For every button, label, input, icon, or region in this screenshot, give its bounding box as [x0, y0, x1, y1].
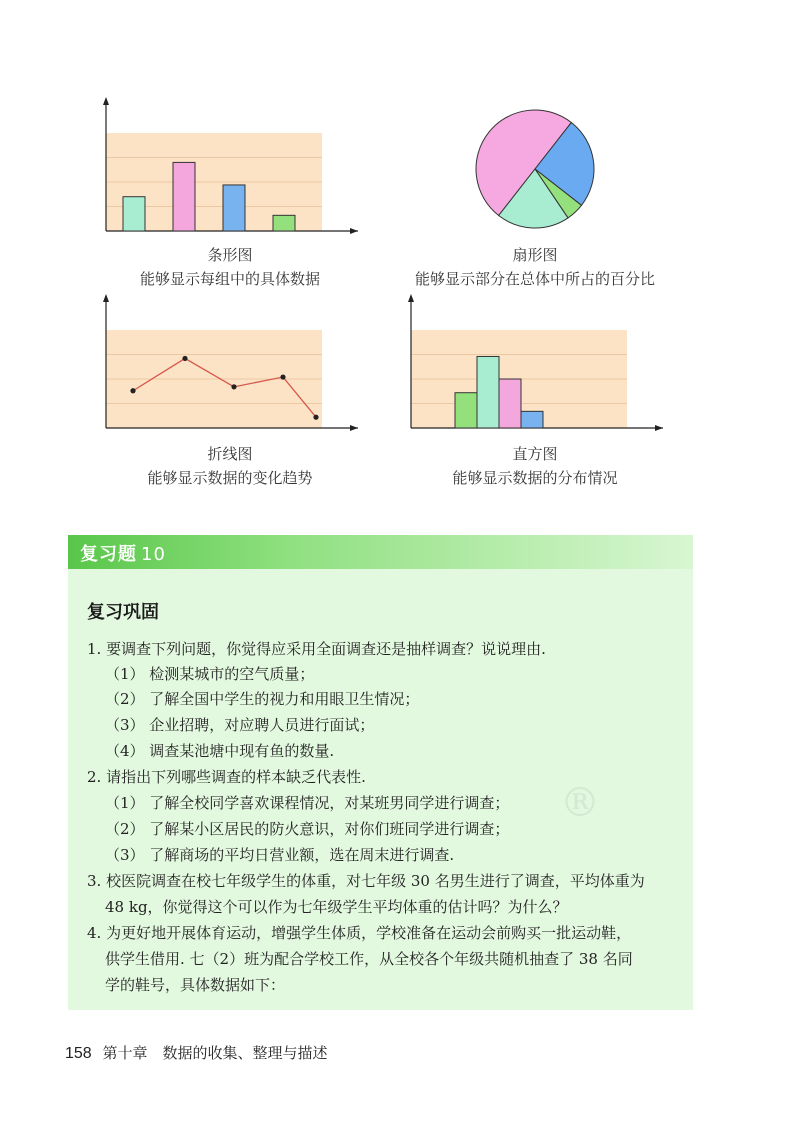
bar-chart-caption: [100, 244, 360, 290]
histogram-bar: [521, 411, 543, 428]
review-title-number: 10: [141, 544, 166, 565]
exercise-line: （2） 了解全国中学生的视力和用眼卫生情况；: [105, 690, 420, 708]
pie-chart-description: 能够显示部分在总体中所占的百分比: [414, 270, 655, 288]
exercise-line: （1） 检测某城市的空气质量；: [105, 665, 315, 683]
histogram-bar: [477, 356, 499, 428]
y-axis-arrow: [103, 294, 109, 302]
exercise-line: 3. 校医院调查在校七年级学生的体重，对七年级 30 名男生进行了调查，平均体重为: [87, 872, 645, 890]
line-chart-caption: [100, 443, 360, 489]
bar-chart: [100, 95, 360, 240]
exercise-line: （3） 企业招聘，对应聘人员进行面试；: [105, 716, 375, 734]
page-number: 158: [65, 1045, 92, 1062]
review-exercise-box: [68, 535, 693, 1010]
review-title-text: 复习题: [80, 544, 137, 565]
exercise-line: 2. 请指出下列哪些调查的样本缺乏代表性.: [87, 768, 366, 786]
line-chart-figure: [100, 292, 360, 437]
bar-chart-title: 条形图: [207, 246, 253, 264]
line-chart: [100, 292, 360, 437]
x-axis-arrow: [655, 425, 663, 431]
pie-chart: [470, 104, 600, 234]
data-point: [313, 415, 318, 420]
histogram-description: 能够显示数据的分布情况: [452, 469, 618, 487]
data-point: [280, 374, 285, 379]
pie-chart-figure: [470, 104, 600, 234]
data-point: [231, 384, 236, 389]
bar: [123, 197, 145, 231]
y-axis-arrow: [408, 294, 414, 302]
histogram-bar: [499, 379, 521, 428]
histogram: [405, 292, 665, 437]
pie-chart-caption: [390, 244, 680, 290]
y-axis-arrow: [103, 97, 109, 105]
histogram-title: 直方图: [512, 445, 558, 463]
exercise-line: （2） 了解某小区居民的防火意识，对你们班同学进行调查；: [105, 820, 510, 838]
histogram-bar: [455, 393, 477, 428]
exercise-line: 4. 为更好地开展体育运动，增强学生体质，学校准备在运动会前购买一批运动鞋，: [87, 924, 632, 942]
exercise-line: 48 kg，你觉得这个可以作为七年级学生平均体重的估计吗？为什么？: [105, 898, 568, 916]
exercise-line: 1. 要调查下列问题，你觉得应采用全面调查还是抽样调查？说说理由.: [87, 640, 546, 658]
data-point: [182, 356, 187, 361]
bar: [173, 162, 195, 231]
chapter-title: 第十章 数据的收集、整理与描述: [102, 1044, 328, 1062]
page-footer: [65, 1042, 328, 1063]
review-title: [80, 540, 166, 566]
bar-chart-description: 能够显示每组中的具体数据: [139, 270, 320, 288]
x-axis-arrow: [350, 425, 358, 431]
exercise-line: （4） 调查某池塘中现有鱼的数量.: [105, 742, 335, 760]
histogram-figure: [405, 292, 665, 437]
x-axis-arrow: [350, 228, 358, 234]
watermark-logo: ®: [560, 780, 600, 826]
section-title: 复习巩固: [87, 602, 159, 623]
review-header: [68, 535, 693, 569]
exercise-line: （1） 了解全校同学喜欢课程情况，对某班男同学进行调查；: [105, 794, 510, 812]
bar: [223, 185, 245, 231]
exercise-line: 供学生借用. 七（2）班为配合学校工作，从全校各个年级共随机抽查了 38 名同: [105, 950, 633, 968]
line-chart-description: 能够显示数据的变化趋势: [147, 469, 313, 487]
bar: [273, 215, 295, 231]
histogram-caption: [400, 443, 670, 489]
exercise-line: （3） 了解商场的平均日营业额，选在周末进行调查.: [105, 846, 455, 864]
pie-chart-title: 扇形图: [512, 246, 558, 264]
exercise-line: 学的鞋号，具体数据如下：: [105, 976, 286, 994]
line-chart-title: 折线图: [207, 445, 253, 463]
data-point: [130, 388, 135, 393]
bar-chart-figure: [100, 95, 360, 240]
